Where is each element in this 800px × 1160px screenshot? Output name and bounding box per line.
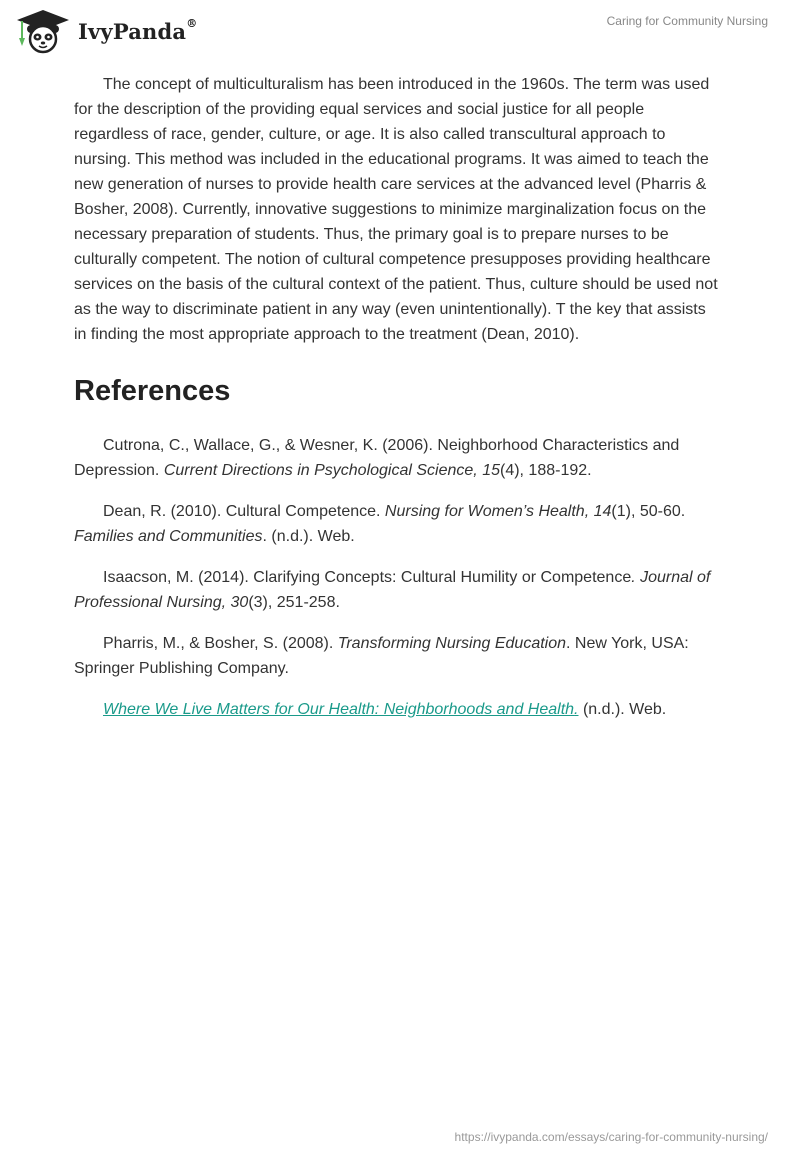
essay-content: [74, 72, 722, 738]
reference-item: Pharris, M., & Bosher, S. (2008). Transforming Nursing Education. New York, USA: Springer Publishing Company.: [74, 635, 689, 677]
references-heading: References: [74, 375, 231, 407]
panda-graduate-icon: [14, 8, 72, 54]
reference-item: Dean, R. (2010). Cultural Competence. Nursing for Women’s Health, 14(1), 50-60. Families and Communities. (n.d.). Web.: [74, 503, 686, 545]
brand-name: IvyPanda®: [78, 16, 198, 44]
reference-item: Where We Live Matters for Our Health: Neighborhoods and Health. (n.d.). Web.: [103, 701, 667, 718]
registered-mark: ®: [186, 16, 198, 30]
source-url: https://ivypanda.com/essays/caring-for-community-nursing/: [454, 1130, 768, 1144]
document-title: Caring for Community Nursing: [606, 14, 768, 28]
reference-item: Cutrona, C., Wallace, G., & Wesner, K. (2006). Neighborhood Characteristics and Depression. Current Directions in Psychological Science, 15(4), 188-192.: [74, 437, 680, 479]
reference-web-link[interactable]: Where We Live Matters for Our Health: Neighborhoods and Health.: [103, 701, 579, 718]
page-header: [0, 0, 800, 60]
reference-item: Isaacson, M. (2014). Clarifying Concepts: Cultural Humility or Competence. Journal of Professional Nursing, 30(3), 251-258.: [74, 569, 711, 611]
brand-logo[interactable]: [14, 8, 197, 54]
body-paragraph: The concept of multiculturalism has been introduced in the 1960s. The term was used for the description of the providing equal services and social justice for all people regardless of race, gender, culture, or age. It is also called transcultural approach to nursing. This method was included in the educational programs. It was aimed to teach the new generation of nurses to provide health care services at the advanced level (Pharris & Bosher, 2008). Currently, innovative suggestions to minimize marginalization focus on the necessary preparation of students. Thus, the primary goal is to prepare nurses to be culturally competent. The notion of cultural competence presupposes providing healthcare services on the basis of the cultural context of the patient. Thus, culture should be used not as the way to discriminate patient in any way (even unintentionally). T the key that assists in finding the most appropriate approach to the treatment (Dean, 2010).: [74, 76, 718, 343]
